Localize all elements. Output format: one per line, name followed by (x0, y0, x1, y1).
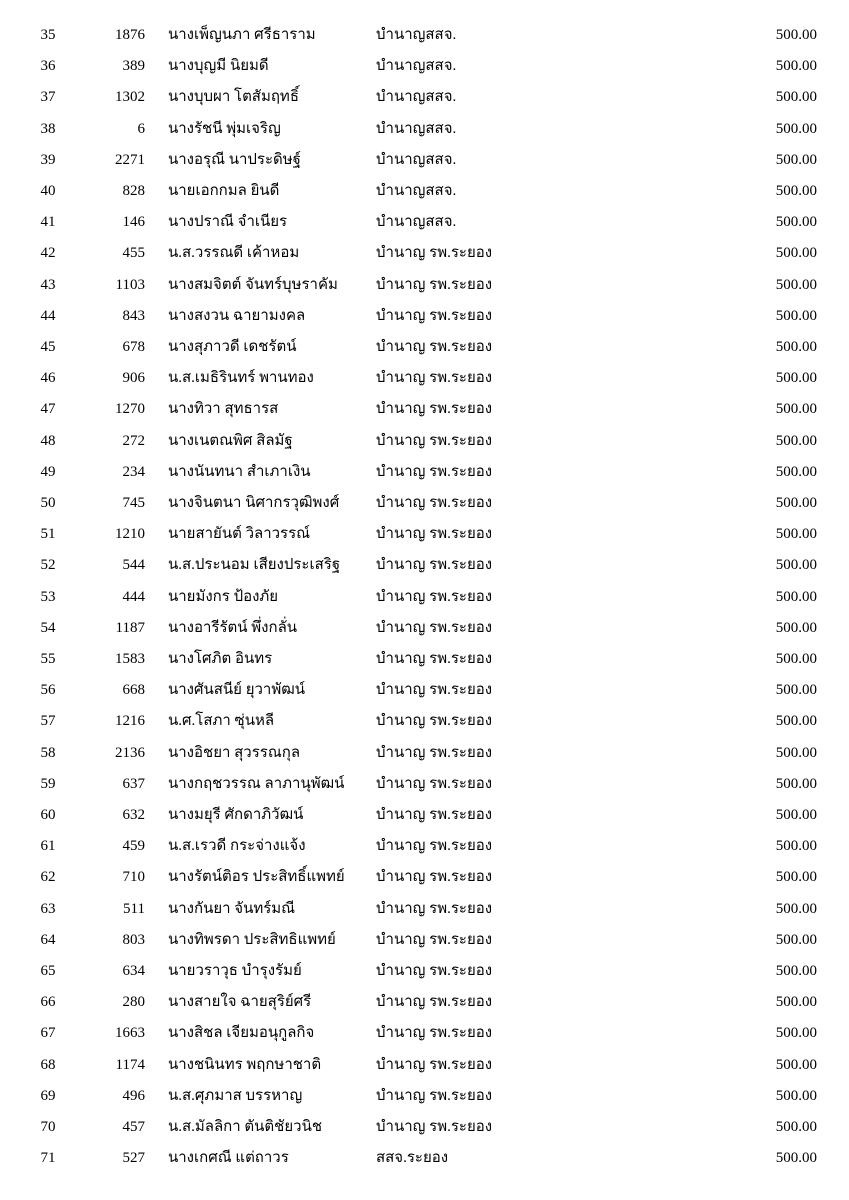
member-category: บำนาญ รพ.ระยอง (376, 1025, 493, 1042)
amount: 500.00 (775, 557, 817, 574)
member-category: บำนาญ รพ.ระยอง (376, 744, 493, 761)
row-number: 36 (40, 58, 56, 75)
table-row (0, 82, 849, 113)
member-category: บำนาญ รพ.ระยอง (376, 713, 493, 730)
member-id: 710 (122, 869, 145, 886)
member-id: 511 (123, 900, 145, 917)
member-category: บำนาญ รพ.ระยอง (376, 339, 493, 355)
table-row (0, 831, 849, 862)
table-row (0, 238, 849, 269)
member-id: 1663 (115, 1025, 145, 1042)
row-number: 35 (40, 27, 56, 43)
member-name: นางกันยา จันทร์มณี (168, 900, 296, 917)
member-id: 1302 (115, 89, 145, 106)
member-name: น.ส.ประนอม เสียงประเสริฐ (168, 557, 341, 574)
member-id: 668 (122, 682, 145, 699)
member-id: 1216 (115, 713, 145, 730)
amount: 500.00 (775, 183, 817, 199)
amount: 500.00 (775, 58, 817, 75)
amount: 500.00 (775, 401, 817, 418)
row-number: 66 (40, 994, 56, 1011)
member-name: นางเนตณพิศ สิลมัฐ (168, 432, 293, 449)
member-category: บำนาญ รพ.ระยอง (376, 1087, 493, 1104)
member-name: นางนันทนา สำเภาเงิน (168, 463, 311, 480)
amount: 500.00 (775, 120, 817, 137)
member-name: นางโศภิต อินทร (168, 651, 273, 667)
amount: 500.00 (775, 838, 817, 855)
member-category: บำนาญ รพ.ระยอง (376, 401, 493, 418)
table-row (0, 550, 849, 581)
table-row (0, 1018, 849, 1049)
member-category: บำนาญ รพ.ระยอง (376, 994, 493, 1011)
member-name: นางศันสนีย์ ยุวาพัฒน์ (168, 682, 306, 699)
member-name: นายวราวุธ บำรุงรัมย์ (168, 963, 302, 979)
member-category: สสจ.ระยอง (376, 1150, 449, 1167)
member-name: นายมังกร ป้องภัย (168, 588, 279, 605)
amount: 500.00 (775, 1056, 817, 1073)
table-row (0, 176, 849, 207)
table-row (0, 51, 849, 82)
amount: 500.00 (775, 651, 817, 667)
member-category: บำนาญ รพ.ระยอง (376, 526, 493, 543)
member-id: 2271 (115, 151, 145, 168)
row-number: 40 (40, 183, 56, 199)
amount: 500.00 (775, 526, 817, 543)
member-name: นางอิชยา สุวรรณกุล (168, 744, 301, 761)
row-number: 57 (40, 713, 56, 730)
member-category: บำนาญ รพ.ระยอง (376, 588, 493, 605)
amount: 500.00 (775, 276, 817, 293)
row-number: 67 (40, 1025, 56, 1042)
table-row (0, 519, 849, 550)
amount: 500.00 (775, 713, 817, 730)
member-id: 906 (122, 370, 145, 387)
amount: 500.00 (775, 307, 817, 324)
member-id: 234 (122, 463, 145, 480)
member-name: น.ส.วรรณดี เค้าหอม (168, 245, 300, 262)
table-row (0, 114, 849, 145)
member-name: นางสงวน ฉายามงคล (168, 307, 306, 324)
table-row (0, 207, 849, 238)
member-id: 527 (122, 1150, 145, 1167)
row-number: 71 (40, 1150, 56, 1167)
member-category: บำนาญ รพ.ระยอง (376, 245, 493, 262)
amount: 500.00 (775, 931, 817, 948)
member-name: นางรัตน์ติอร ประสิทธิ์แพทย์ (168, 869, 345, 886)
row-number: 54 (40, 619, 56, 636)
row-number: 45 (40, 339, 56, 355)
table-row (0, 426, 849, 457)
member-name: น.ส.ศุภมาส บรรหาญ (168, 1087, 303, 1104)
member-name: นางจินตนา นิศากรวุฒิพงศ์ (168, 495, 340, 511)
member-name: นางทิพรดา ประสิทธิแพทย์ (168, 931, 336, 948)
member-id: 272 (122, 432, 145, 449)
amount: 500.00 (775, 370, 817, 387)
member-id: 1174 (115, 1056, 145, 1073)
member-category: บำนาญ รพ.ระยอง (376, 1119, 493, 1135)
member-name: นางปราณี จำเนียร (168, 214, 288, 231)
row-number: 56 (40, 682, 56, 699)
table-row (0, 956, 849, 987)
amount: 500.00 (775, 27, 817, 43)
member-id: 1210 (115, 526, 145, 543)
member-id: 637 (122, 775, 145, 792)
member-name: นางสิชล เจียมอนุกูลกิจ (168, 1025, 315, 1042)
row-number: 59 (40, 775, 56, 792)
member-id: 1187 (115, 619, 145, 636)
table-row (0, 1143, 849, 1174)
amount: 500.00 (775, 1087, 817, 1104)
row-number: 58 (40, 744, 56, 761)
table-row (0, 675, 849, 706)
member-name: นางบุบผา โตสัมฤทธิ์ (168, 89, 299, 106)
row-number: 64 (40, 931, 56, 948)
member-id: 1583 (115, 651, 145, 667)
member-name: นางมยุรี ศักดาภิวัฒน์ (168, 807, 304, 823)
member-id: 1876 (115, 27, 145, 43)
amount: 500.00 (775, 245, 817, 262)
table-row (0, 706, 849, 737)
member-category: บำนาญ รพ.ระยอง (376, 651, 493, 667)
member-category: บำนาญ รพ.ระยอง (376, 276, 493, 293)
row-number: 42 (40, 245, 56, 262)
row-number: 62 (40, 869, 56, 886)
member-name: นางอารีรัตน์ พึ่งกลั่น (168, 619, 298, 636)
amount: 500.00 (775, 900, 817, 917)
amount: 500.00 (775, 214, 817, 231)
table-row (0, 925, 849, 956)
member-id: 803 (122, 931, 145, 948)
member-category: บำนาญ รพ.ระยอง (376, 370, 493, 387)
row-number: 43 (40, 276, 56, 293)
amount: 500.00 (775, 1119, 817, 1135)
table-row (0, 769, 849, 800)
row-number: 52 (40, 557, 56, 574)
member-id: 745 (122, 495, 145, 511)
member-id: 828 (122, 183, 145, 199)
member-category: บำนาญ รพ.ระยอง (376, 432, 493, 449)
row-number: 49 (40, 463, 56, 480)
row-number: 37 (40, 89, 56, 106)
table-row (0, 800, 849, 831)
member-category: บำนาญ รพ.ระยอง (376, 838, 493, 855)
table-row (0, 582, 849, 613)
table-row (0, 1081, 849, 1112)
member-category: บำนาญ รพ.ระยอง (376, 307, 493, 324)
member-id: 843 (122, 307, 145, 324)
amount: 500.00 (775, 994, 817, 1011)
table-row (0, 394, 849, 425)
table-row (0, 738, 849, 769)
member-category: บำนาญ รพ.ระยอง (376, 495, 493, 511)
row-number: 46 (40, 370, 56, 387)
member-category: บำนาญ รพ.ระยอง (376, 869, 493, 886)
row-number: 44 (40, 307, 56, 324)
member-name: นางกฤชวรรณ ลาภานุพัฒน์ (168, 775, 345, 792)
amount: 500.00 (775, 775, 817, 792)
member-id: 1270 (115, 401, 145, 418)
member-category: บำนาญ รพ.ระยอง (376, 963, 493, 979)
member-name: นางสมจิตต์ จันทร์บุษราคัม (168, 276, 338, 293)
amount: 500.00 (775, 682, 817, 699)
member-category: บำนาญสสจ. (376, 58, 457, 75)
row-number: 53 (40, 588, 56, 605)
table-row (0, 894, 849, 925)
member-name: นางทิวา สุทธารส (168, 401, 279, 418)
table-row (0, 613, 849, 644)
member-name: นางอรุณี นาประดิษฐ์ (168, 151, 301, 168)
member-name: น.ส.เมธิรินทร์ พานทอง (168, 370, 314, 387)
table-row (0, 1050, 849, 1081)
row-number: 60 (40, 807, 56, 823)
member-id: 634 (122, 963, 145, 979)
member-id: 496 (122, 1087, 145, 1104)
amount: 500.00 (775, 869, 817, 886)
row-number: 38 (40, 120, 56, 137)
amount: 500.00 (775, 495, 817, 511)
amount: 500.00 (775, 619, 817, 636)
member-category: บำนาญสสจ. (376, 27, 457, 43)
amount: 500.00 (775, 463, 817, 480)
member-category: บำนาญ รพ.ระยอง (376, 807, 493, 823)
member-name: นางสายใจ ฉายสุริย์ศรี (168, 994, 312, 1011)
amount: 500.00 (775, 339, 817, 355)
row-number: 69 (40, 1087, 56, 1104)
table-row (0, 145, 849, 176)
member-category: บำนาญ รพ.ระยอง (376, 900, 493, 917)
table-row (0, 301, 849, 332)
member-category: บำนาญ รพ.ระยอง (376, 682, 493, 699)
amount: 500.00 (775, 151, 817, 168)
member-id: 280 (122, 994, 145, 1011)
member-category: บำนาญ รพ.ระยอง (376, 463, 493, 480)
row-number: 63 (40, 900, 56, 917)
amount: 500.00 (775, 963, 817, 979)
member-name: นางบุญมี นิยมดี (168, 58, 269, 75)
member-id: 459 (122, 838, 145, 855)
table-row (0, 644, 849, 675)
member-category: บำนาญสสจ. (376, 183, 457, 199)
member-category: บำนาญสสจ. (376, 151, 457, 168)
amount: 500.00 (775, 1025, 817, 1042)
member-id: 146 (122, 214, 145, 231)
member-name: นางเกศณี แต่ถาวร (168, 1150, 289, 1167)
member-id: 444 (122, 588, 145, 605)
table-row (0, 987, 849, 1018)
row-number: 41 (40, 214, 56, 231)
member-id: 455 (122, 245, 145, 262)
member-category: บำนาญสสจ. (376, 120, 457, 137)
member-name: น.ส.เรวดี กระจ่างแจ้ง (168, 838, 306, 855)
row-number: 50 (40, 495, 56, 511)
member-name: นางสุภาวดี เดชรัตน์ (168, 339, 297, 355)
member-category: บำนาญ รพ.ระยอง (376, 557, 493, 574)
member-id: 678 (122, 339, 145, 355)
table-row (0, 332, 849, 363)
member-name: นายเอกกมล ยินดี (168, 183, 280, 199)
row-number: 51 (40, 526, 56, 543)
row-number: 47 (40, 401, 56, 418)
table-row (0, 862, 849, 893)
amount: 500.00 (775, 89, 817, 106)
row-number: 70 (40, 1119, 56, 1135)
member-id: 6 (137, 120, 145, 137)
table-row (0, 363, 849, 394)
row-number: 39 (40, 151, 56, 168)
member-id: 544 (122, 557, 145, 574)
table-row (0, 20, 849, 51)
member-category: บำนาญ รพ.ระยอง (376, 619, 493, 636)
table-row (0, 457, 849, 488)
amount: 500.00 (775, 1150, 817, 1167)
table-row (0, 488, 849, 519)
member-id: 457 (122, 1119, 145, 1135)
member-id: 389 (122, 58, 145, 75)
member-category: บำนาญ รพ.ระยอง (376, 1056, 493, 1073)
amount: 500.00 (775, 432, 817, 449)
member-id: 632 (122, 807, 145, 823)
row-number: 68 (40, 1056, 56, 1073)
row-number: 48 (40, 432, 56, 449)
row-number: 65 (40, 963, 56, 979)
amount: 500.00 (775, 807, 817, 823)
amount: 500.00 (775, 744, 817, 761)
member-name: นางรัชนี พุ่มเจริญ (168, 120, 281, 137)
row-number: 61 (40, 838, 56, 855)
table-row (0, 270, 849, 301)
row-number: 55 (40, 651, 56, 667)
member-category: บำนาญสสจ. (376, 89, 457, 106)
member-category: บำนาญ รพ.ระยอง (376, 931, 493, 948)
amount: 500.00 (775, 588, 817, 605)
member-category: บำนาญ รพ.ระยอง (376, 775, 493, 792)
member-id: 1103 (115, 276, 145, 293)
member-id: 2136 (115, 744, 145, 761)
member-name: นางชนินทร พฤกษาชาติ (168, 1056, 322, 1073)
member-category: บำนาญสสจ. (376, 214, 457, 231)
member-name: น.ส.มัลลิกา ตันติชัยวนิช (168, 1119, 322, 1135)
member-name: นายสายันต์ วิลาวรรณ์ (168, 526, 311, 543)
member-name: นางเพ็ญนภา ศรีธาราม (168, 27, 316, 43)
table-row (0, 1112, 849, 1143)
member-name: น.ศ.โสภา ซุ่นหลี (168, 713, 275, 730)
